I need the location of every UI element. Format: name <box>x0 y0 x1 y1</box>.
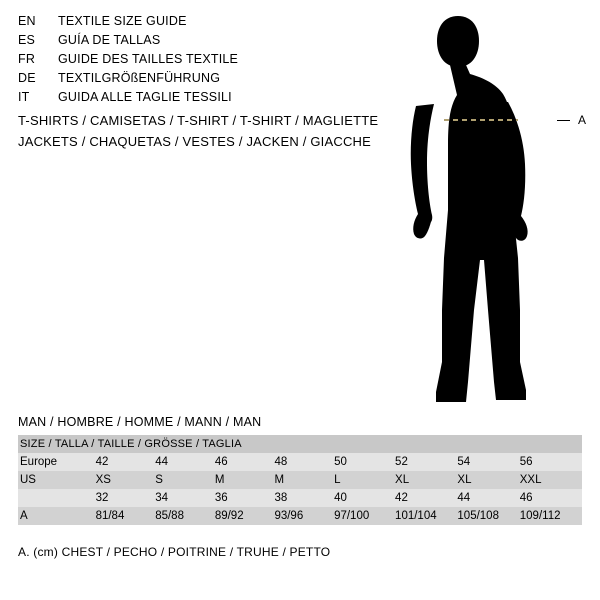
language-text: TEXTILGRÖßENFÜHRUNG <box>58 71 221 85</box>
table-cell: 109/112 <box>520 507 582 525</box>
male-figure-illustration <box>400 10 600 410</box>
language-code: ES <box>18 33 36 47</box>
table-cell: M <box>215 471 275 489</box>
footnote-chest: A. (cm) CHEST / PECHO / POITRINE / TRUHE / PETTO <box>18 545 331 559</box>
table-cell: 42 <box>96 453 156 471</box>
table-cell: 46 <box>215 453 275 471</box>
table-cell: XL <box>395 471 457 489</box>
category-tshirts: T-SHIRTS / CAMISETAS / T-SHIRT / T-SHIRT / MAGLIETTE <box>18 113 379 128</box>
table-cell: L <box>334 471 395 489</box>
table-cell: 56 <box>520 453 582 471</box>
table-cell: 48 <box>274 453 334 471</box>
chest-marker-dash <box>557 120 570 121</box>
table-cell: 105/108 <box>457 507 519 525</box>
table-cell: 46 <box>520 489 582 507</box>
row-label <box>18 489 96 507</box>
chest-marker-label: A <box>578 113 587 127</box>
table-cell: XXL <box>520 471 582 489</box>
size-table-block <box>18 415 582 525</box>
table-cell: 32 <box>96 489 156 507</box>
language-row <box>18 71 398 90</box>
table-row <box>18 471 582 489</box>
table-cell: XL <box>457 471 519 489</box>
table-cell: 50 <box>334 453 395 471</box>
language-code: FR <box>18 52 36 66</box>
language-code: EN <box>18 14 36 28</box>
table-cell: 38 <box>274 489 334 507</box>
language-row <box>18 33 398 52</box>
table-header-label: SIZE / TALLA / TAILLE / GRÖSSE / TAGLIA <box>18 435 582 453</box>
table-row <box>18 489 582 507</box>
male-silhouette-icon <box>400 10 600 410</box>
table-cell: 89/92 <box>215 507 275 525</box>
table-cell: 36 <box>215 489 275 507</box>
language-row <box>18 90 398 109</box>
category-block <box>18 110 418 152</box>
table-cell: 40 <box>334 489 395 507</box>
table-cell: 97/100 <box>334 507 395 525</box>
table-header-row <box>18 435 582 453</box>
table-row <box>18 507 582 525</box>
table-cell: 85/88 <box>155 507 215 525</box>
table-cell: 81/84 <box>96 507 156 525</box>
table-cell: 101/104 <box>395 507 457 525</box>
language-code: IT <box>18 90 30 104</box>
row-label: A <box>18 507 96 525</box>
row-label: Europe <box>18 453 96 471</box>
language-row <box>18 52 398 71</box>
language-text: TEXTILE SIZE GUIDE <box>58 14 187 28</box>
table-title: MAN / HOMBRE / HOMME / MANN / MAN <box>18 415 262 429</box>
table-cell: 52 <box>395 453 457 471</box>
table-cell: 44 <box>155 453 215 471</box>
table-cell: S <box>155 471 215 489</box>
size-table <box>18 435 582 525</box>
language-text: GUIDA ALLE TAGLIE TESSILI <box>58 90 232 104</box>
table-cell: 34 <box>155 489 215 507</box>
row-label: US <box>18 471 96 489</box>
table-cell: 44 <box>457 489 519 507</box>
table-cell: XS <box>96 471 156 489</box>
language-row <box>18 14 398 33</box>
language-code: DE <box>18 71 36 85</box>
table-cell: 42 <box>395 489 457 507</box>
language-text: GUÍA DE TALLAS <box>58 33 161 47</box>
table-cell: 54 <box>457 453 519 471</box>
category-jackets: JACKETS / CHAQUETAS / VESTES / JACKEN / GIACCHE <box>18 134 372 149</box>
table-cell: M <box>274 471 334 489</box>
table-row <box>18 453 582 471</box>
language-guide-block <box>18 14 398 109</box>
language-text: GUIDE DES TAILLES TEXTILE <box>58 52 239 66</box>
table-cell: 93/96 <box>274 507 334 525</box>
